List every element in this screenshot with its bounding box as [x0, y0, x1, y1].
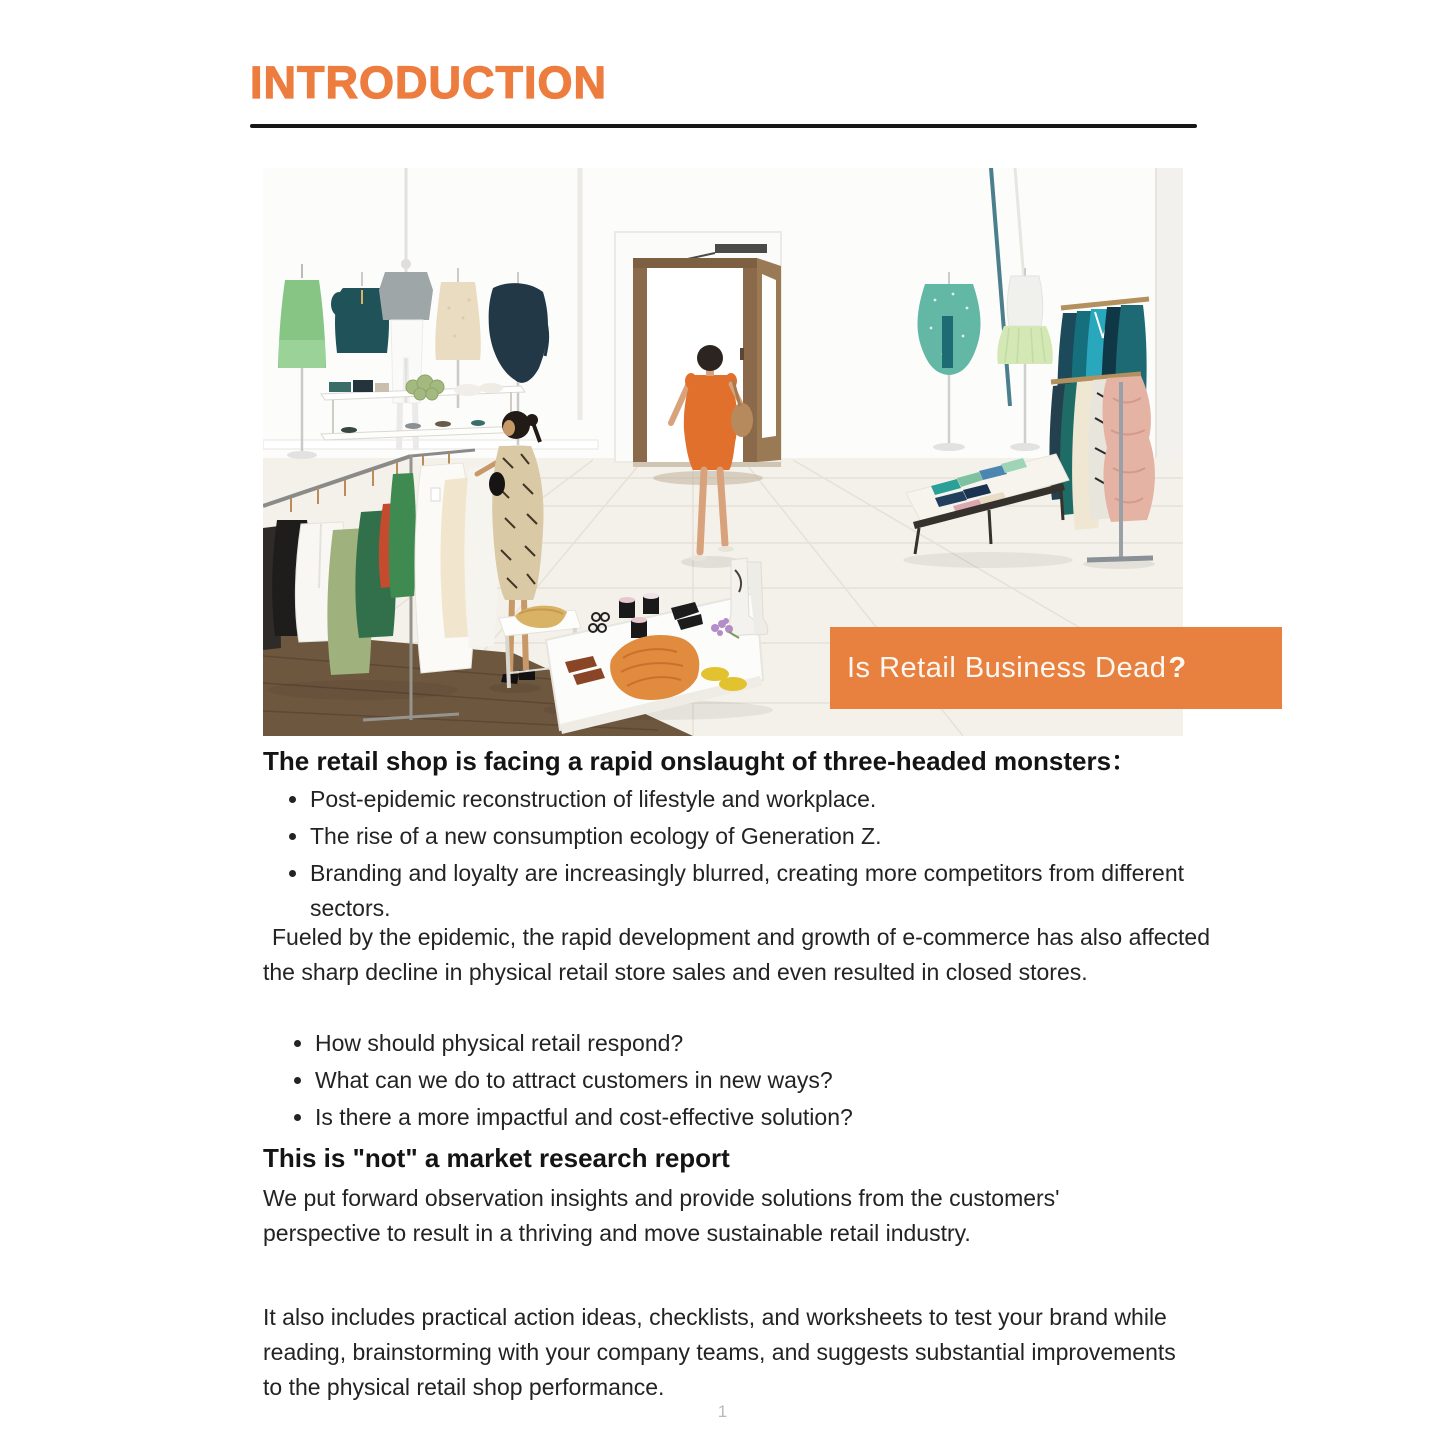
- bullet-item: • Branding and loyalty are increasingly blurred, creating more competitors from different sectors.: [310, 856, 1193, 926]
- banner-text: Is Retail Business Dead: [847, 651, 1167, 684]
- monster-bullet-list: [263, 782, 1193, 928]
- ecommerce-paragraph: Fueled by the epidemic, the rapid development and growth of e-commerce has also affected the sharp decline in physical retail store sales and even resulted in closed stores.: [263, 924, 1211, 985]
- section2-heading: This is "not" a market research report: [263, 1143, 730, 1173]
- photo-caption-banner: [830, 627, 1282, 709]
- banner-question-mark: ?: [1168, 651, 1187, 684]
- bullet-item: • Post-epidemic reconstruction of lifestyle and workplace.: [310, 782, 1193, 817]
- bullet-item: • What can we do to attract customers in new ways?: [315, 1063, 1193, 1098]
- bullet-item: • The rise of a new consumption ecology of Generation Z.: [310, 819, 1193, 854]
- title-underline: [250, 124, 1197, 128]
- hero-section: [263, 168, 1187, 736]
- bullet-item: • Is there a more impactful and cost-effective solution?: [315, 1100, 1193, 1135]
- page-title: INTRODUCTION: [250, 57, 607, 108]
- section1-heading: The retail shop is facing a rapid onslaught of three-headed monsters：: [263, 746, 1138, 776]
- observation-paragraph: We put forward observation insights and provide solutions from the customers' perspective to result in a thriving and move sustainable retail industry.: [263, 1185, 1060, 1246]
- worksheets-paragraph: It also includes practical action ideas, checklists, and worksheets to test your brand while reading, brainstorming with your company teams, and suggests substantial improvements to the physical retail shop performance.: [263, 1304, 1176, 1400]
- page-number: 1: [717, 1402, 728, 1421]
- question-bullet-list: [263, 1026, 1193, 1137]
- bullet-item: • How should physical retail respond?: [315, 1026, 1193, 1061]
